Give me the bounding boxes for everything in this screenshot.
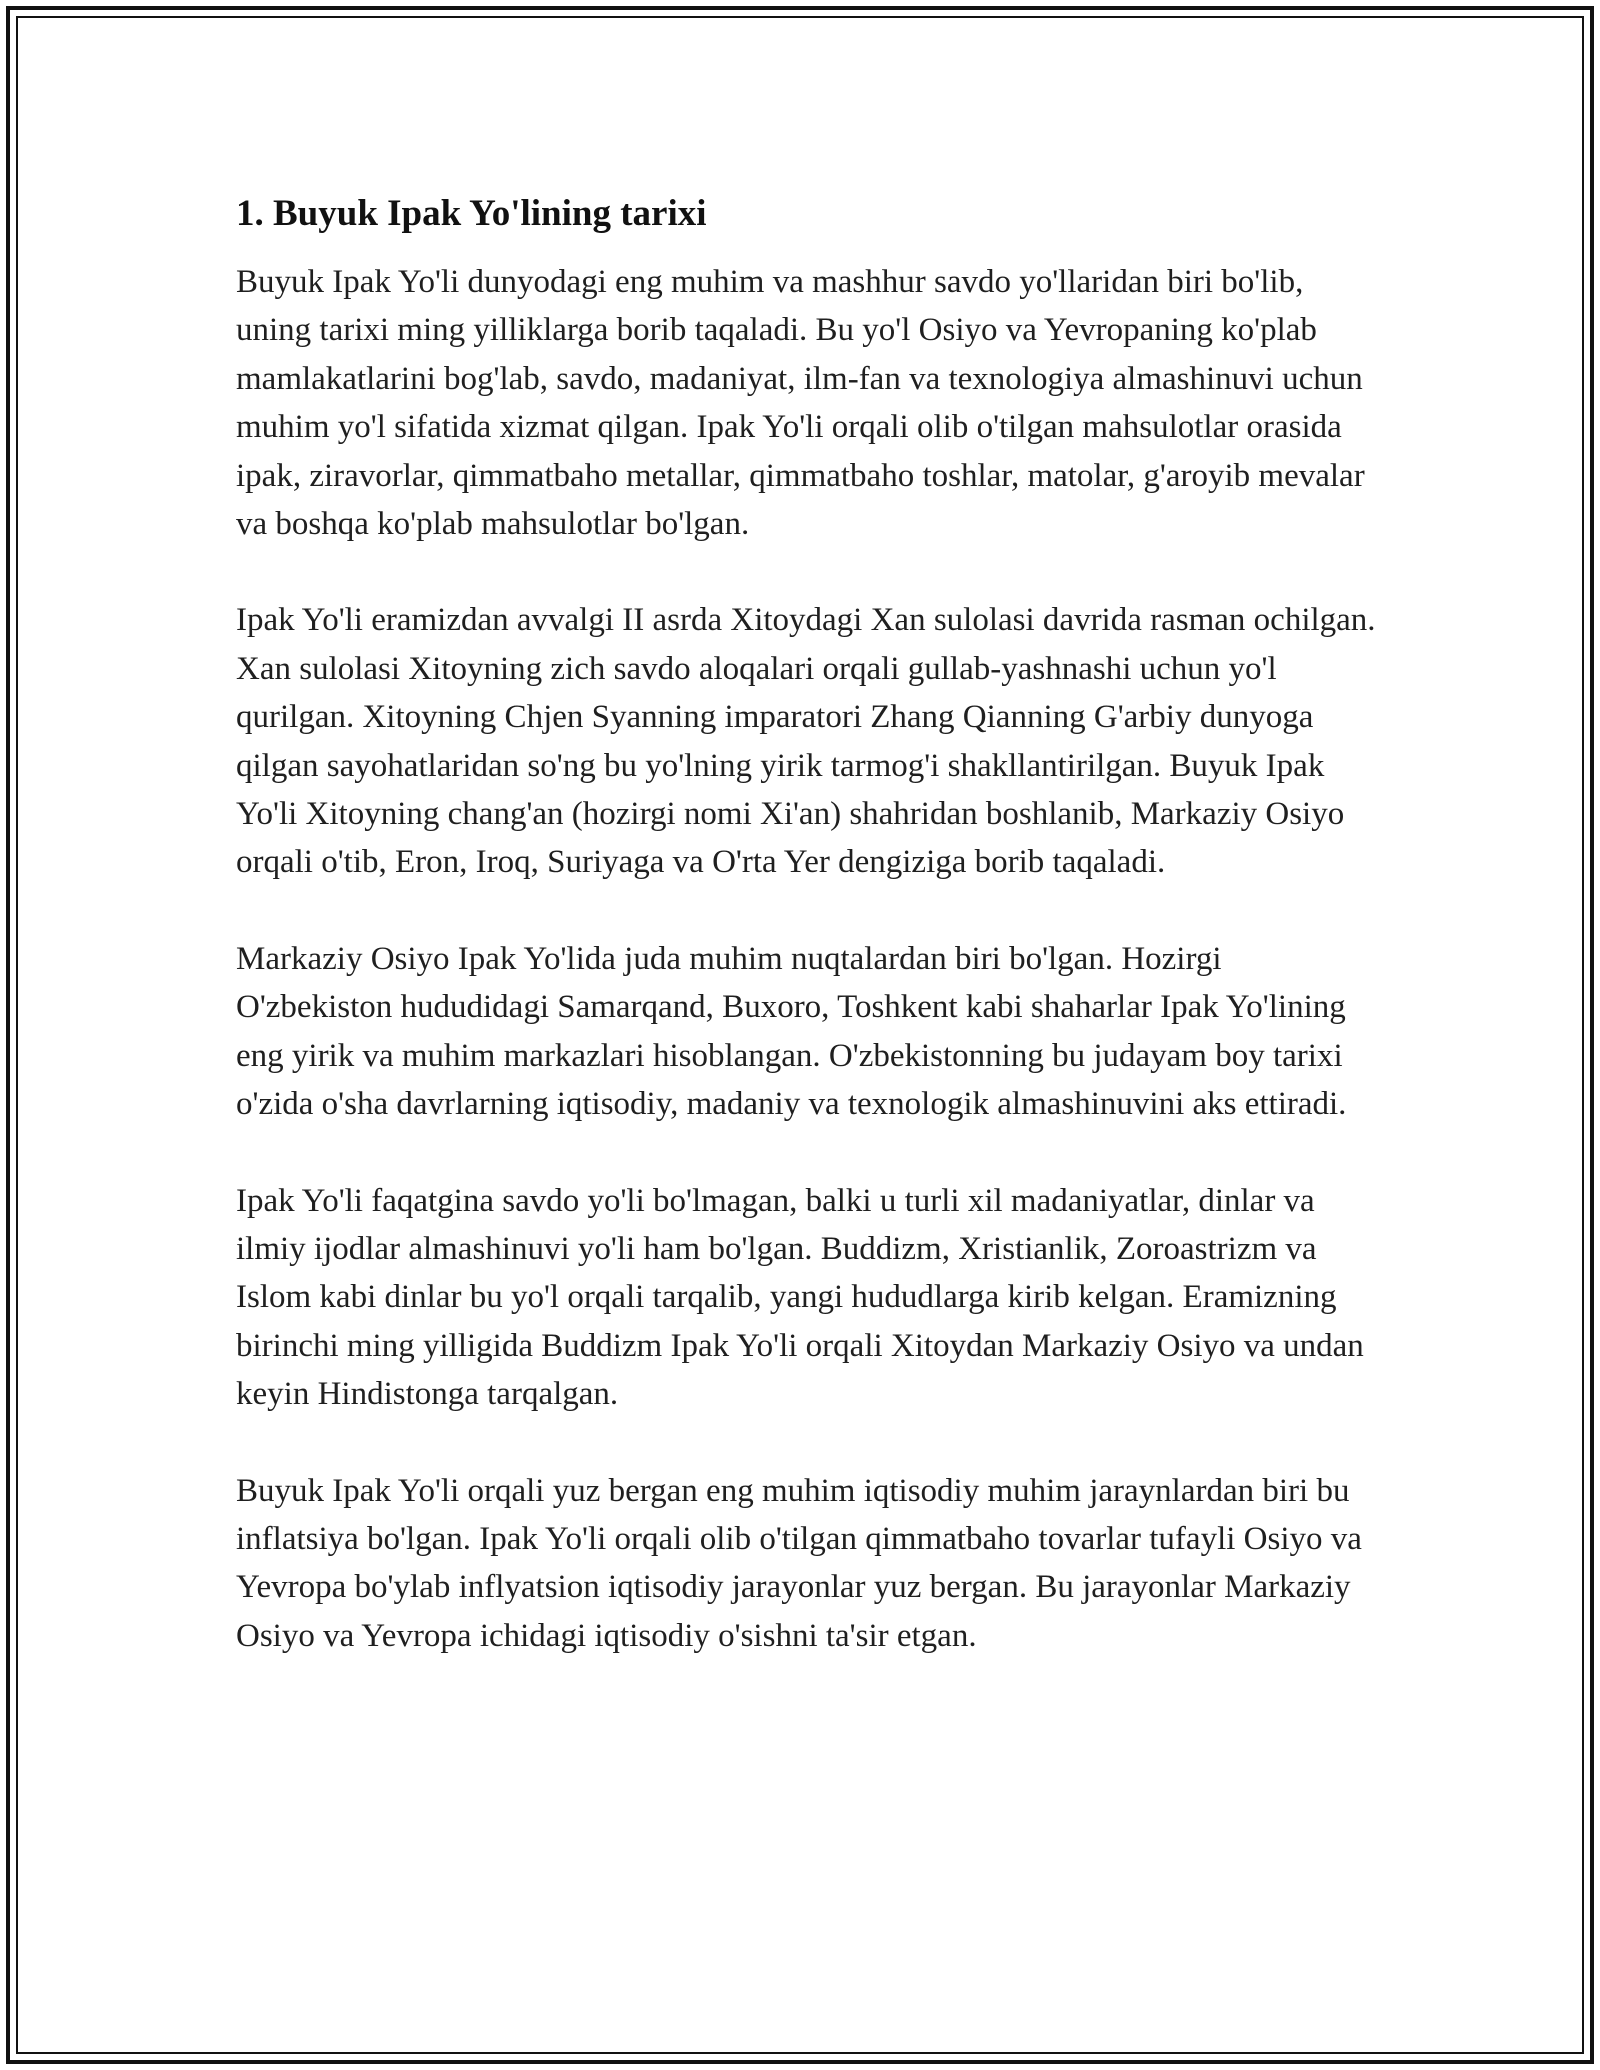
document-body <box>236 186 1376 1660</box>
paragraph-4: Ipak Yo'li faqatgina savdo yo'li bo'lmagan, balki u turli xil madaniyatlar, dinlar va ilmiy ijodlar almashinuvi yo'li ham bo'lgan. Buddizm, Xristianlik, Zoroastrizm va Islom kabi dinlar bu yo'l orqali tarqalib, yangi hududlarga kirib kelgan. Eramizning birinchi ming yilligida Buddizm Ipak Yo'li orqali Xitoydan Markaziy Osiyo va undan keyin Hindistonga tarqalgan. <box>236 1182 1364 1413</box>
paragraph-2: Ipak Yo'li eramizdan avvalgi II asrda Xitoydagi Xan sulolasi davrida rasman ochilgan. Xan sulolasi Xitoyning zich savdo aloqalari orqali gullab-yashnashi uchun yo'l qurilgan. Xitoyning Chjen Syanning imparatori Zhang Qianning G'arbiy dunyoga qilgan sayohatlaridan so'ng bu yo'lning yirik tarmog'i shakllantirilgan. Buyuk Ipak Yo'li Xitoyning chang'an (hozirgi nomi Xi'an) shahridan boshlanib, Markaziy Osiyo orqali o'tib, Eron, Iroq, Suriyaga va O'rta Yer dengiziga borib taqaladi. <box>236 602 1376 881</box>
paragraph-3: Markaziy Osiyo Ipak Yo'lida juda muhim nuqtalardan biri bo'lgan. Hozirgi O'zbekiston hududidagi Samarqand, Buxoro, Toshkent kabi shaharlar Ipak Yo'lining eng yirik va muhim markazlari hisoblangan. O'zbekistonning bu judayam boy tarixi o'zida o'sha davrlarning iqtisodiy, madaniy va texnologik almashinuvini aks ettiradi. <box>236 940 1347 1123</box>
paragraph-1: Buyuk Ipak Yo'li dunyodagi eng muhim va mashhur savdo yo'llaridan biri bo'lib, uning tarixi ming yilliklarga borib taqaladi. Bu yo'l Osiyo va Yevropaning ko'plab mamlakatlarini bog'lab, savdo, madaniyat, ilm-fan va texnologiya almashinuvi uchun muhim yo'l sifatida xizmat qilgan. Ipak Yo'li orqali olib o'tilgan mahsulotlar orasida ipak, ziravorlar, qimmatbaho metallar, qimmatbaho toshlar, matolar, g'aroyib mevalar va boshqa ko'plab mahsulotlar bo'lgan. <box>236 264 1365 543</box>
paragraph-5: Buyuk Ipak Yo'li orqali yuz bergan eng muhim iqtisodiy muhim jaraynlardan biri bu inflatsiya bo'lgan. Ipak Yo'li orqali olib o'tilgan qimmatbaho tovarlar tufayli Osiyo va Yevropa bo'ylab inflyatsion iqtisodiy jarayonlar yuz bergan. Bu jarayonlar Markaziy Osiyo va Yevropa ichidagi iqtisodiy o'sishni ta'sir etgan. <box>236 1472 1362 1654</box>
section-heading: 1. Buyuk Ipak Yo'lining tarixi <box>236 193 707 234</box>
